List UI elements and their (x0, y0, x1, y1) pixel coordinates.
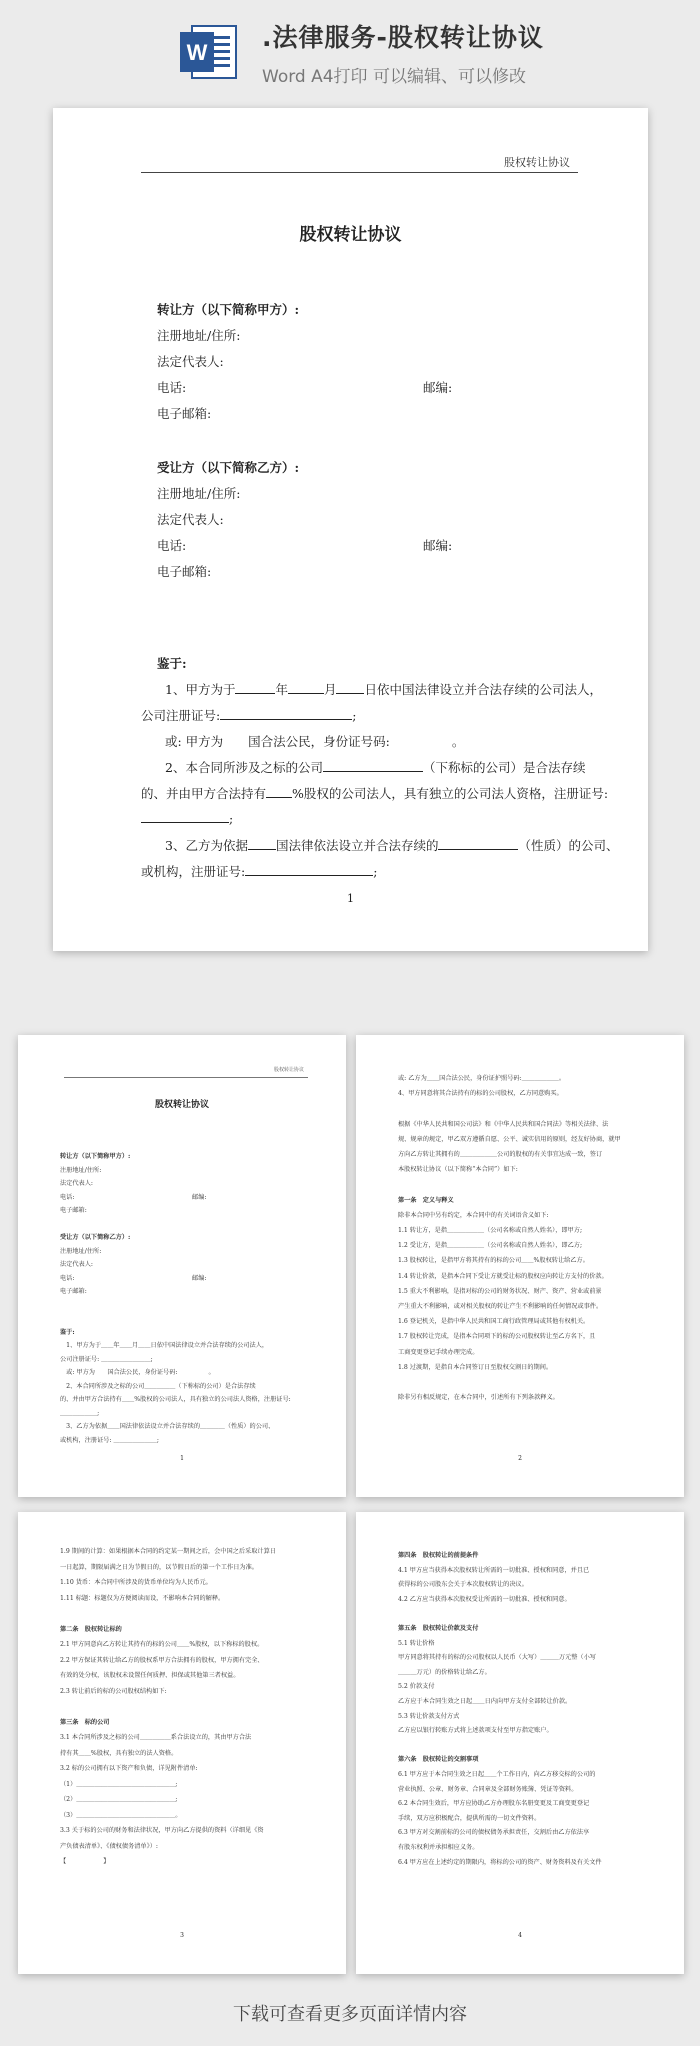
thumbnail-text-line: 2.1 甲方同意向乙方转让其持有的标的公司＿＿%股权，以下称标的股权。 (60, 1641, 264, 1648)
thumbnail-text-line: 4.2 乙方应当获得本次股权受让所需的一切批准、授权和同意。 (398, 1595, 571, 1603)
page-number: 1 (347, 892, 354, 905)
thumbnail-text-line: 电话: 邮编: (60, 1274, 207, 1282)
thumbnail-text-line: 受让方（以下简称乙方）: (60, 1234, 131, 1241)
thumbnail-text-line: 产负债表清单》、《债权债务清单》）: (60, 1842, 158, 1850)
thumbnail-text-line: 4、甲方同意将其合法持有的标的公司股权，乙方同意购买。 (398, 1090, 563, 1098)
thumbnail-text-line: 法定代表人: (60, 1261, 94, 1268)
thumbnail-text-line: 第二条 股权转让标的 (60, 1625, 122, 1633)
thumbnail-text-line: 本股权转让协议（以下简称“本合同”）如下: (398, 1166, 518, 1174)
document-title: 股权转让协议 (299, 225, 402, 245)
thumbnail-text-line: 或: 乙方为＿＿国合法公民，身份证护照号码:＿＿＿＿＿＿。 (398, 1075, 566, 1082)
thumbnail-text-line: 注册地址/住所: (60, 1247, 102, 1255)
thumbnail-text-line: 甲方同意将其持有的标的公司股权以人民币（大写）＿＿＿万元整（小写 (398, 1654, 596, 1662)
thumbnail-text-line: 第四条 股权转让的前提条件 (398, 1552, 479, 1559)
thumbnail-text-line: 根据《中华人民共和国公司法》和《中华人民共和国合同法》等相关法律、法 (398, 1120, 609, 1128)
thumbnail-text-line: 鉴于: (60, 1328, 75, 1336)
thumbnail-text-line: 电子邮箱: (60, 1288, 87, 1295)
thumbnail-text-line: 2.2 甲方保证其转让给乙方的股权系甲方合法拥有的股权，甲方拥有完全、 (60, 1656, 264, 1664)
running-header: 股权转让协议 (141, 152, 578, 173)
header-banner (0, 0, 700, 100)
thumbnail-text-line: 1.10 货币：本合同中所涉及的货币单位均为人民币元。 (60, 1579, 212, 1586)
clause-2-line-1: 2、本合同所涉及之标的公司 （下称标的公司）是合法存续 (165, 760, 586, 775)
thumbnail-text-line: 1.8 过渡期，是指自本合同签订日至股权交割日的期间。 (398, 1363, 553, 1371)
thumbnail-text-line: （3）＿＿＿＿＿＿＿＿＿＿＿＿＿＿＿＿。 (60, 1811, 182, 1819)
thumbnail-text-line: 3.1 本合同所涉及之标的公司＿＿＿＿＿系合法设立的，其由甲方合法 (60, 1734, 252, 1741)
thumbnail-text-line: 除非本合同中另有约定，本合同中的有关词语含义如下: (398, 1211, 549, 1219)
transferor-postcode-label: 邮编: (423, 380, 453, 395)
transferee-postcode-label: 邮编: (423, 538, 453, 553)
document-title: 股权转让协议 (154, 1100, 209, 1110)
thumbnail-text-line: 6.1 甲方应于本合同生效之日起＿＿个工作日内，向乙方移交标的公司的 (398, 1771, 596, 1778)
thumbnail-text-line: ＿＿＿＿＿＿; (60, 1409, 100, 1417)
transferee-phone-label: 电话: (157, 538, 187, 553)
thumbnail-text-line: 或: 甲方为 国合法公民，身份证号码: 。 (60, 1369, 215, 1376)
thumbnail-text-line: 1.1 转让方，是指＿＿＿＿＿＿（公司名称或自然人姓名），即甲方; (398, 1227, 583, 1234)
thumbnail-text-line: 【 】 (60, 1858, 110, 1865)
thumbnail-text-line: 第六条 股权转让的交割事项 (398, 1756, 479, 1764)
thumbnail-text-line: 1.7 股权转让完成，是指本合同项下的标的公司股权转让至乙方名下，且 (398, 1333, 596, 1341)
thumbnail-text-line: 1.3 股权转让，是指甲方将其持有的标的公司＿＿%股权转让给乙方。 (398, 1257, 589, 1265)
thumbnail-text-line: 1.4 转让价款，是指本合同下受让方就受让标的股权应向转让方支付的价款。 (398, 1272, 608, 1280)
page-number: 2 (518, 1455, 522, 1462)
page-number: 3 (180, 1932, 184, 1939)
transferor-address-label: 注册地址/住所: (157, 328, 241, 343)
thumbnail-text-line: 2.3 转让前后的标的公司股权结构如下: (60, 1687, 167, 1695)
thumbnail-text-line: 除非另有相反规定，在本合同中，引述所有下列条款释义。 (398, 1394, 559, 1402)
word-document-icon (178, 22, 238, 82)
thumbnail-text-line: 4.1 甲方应当获得本次股权转让所需的一切批准、授权和同意，并且已 (398, 1566, 590, 1574)
thumbnail-text-line: 2、本合同所涉及之标的公司＿＿＿＿＿（下称标的公司）是合法存续 (60, 1382, 256, 1390)
page-number: 4 (518, 1932, 522, 1939)
thumbnail-text-line: 3、乙方为依据＿＿国法律依法设立并合法存续的＿＿＿＿（性质）的公司、 (60, 1423, 275, 1430)
clause-1-line-2: 公司注册证号: ; (141, 708, 357, 723)
thumbnail-text-line: 第一条 定义与释义 (398, 1196, 454, 1204)
clause-3-line-1: 3、乙方为依据 国法律依法设立并合法存续的 （性质）的公司、 (165, 838, 619, 853)
thumbnail-text-line: 第五条 股权转让价款及支付 (398, 1625, 479, 1632)
thumbnail-text-line: 5.1 转让价格 (398, 1639, 435, 1647)
thumbnail-text-line: （2）＿＿＿＿＿＿＿＿＿＿＿＿＿＿＿＿; (60, 1796, 178, 1803)
thumbnail-text-line: 或机构，注册证号: ＿＿＿＿＿＿＿; (60, 1436, 159, 1444)
transferor-phone-label: 电话: (157, 380, 187, 395)
transferee-heading: 受让方（以下简称乙方）: (157, 460, 300, 475)
thumbnail-text-line: 工商变更登记手续办理完成。 (398, 1348, 479, 1356)
thumbnail-text-line: 产生重大不利影响，或对相关股权的转让产生不利影响的任何情况或事件。 (398, 1303, 603, 1310)
transferor-email-label: 电子邮箱: (157, 406, 212, 421)
thumbnail-text-line: 有股东权利并承担相应义务。 (398, 1844, 479, 1851)
thumbnail-text-line: （1）＿＿＿＿＿＿＿＿＿＿＿＿＿＿＿＿; (60, 1780, 178, 1788)
thumbnail-text-line: 有效的处分权，该股权未设置任何质押、担保或其他第三者权益。 (60, 1672, 240, 1679)
thumbnail-text-line: 方向乙方转让其拥有的＿＿＿＿＿＿公司的股权的有关事宜达成一致，签订 (398, 1151, 603, 1158)
whereas-heading: 鉴于: (157, 656, 187, 671)
page-number: 1 (180, 1455, 184, 1462)
thumbnail-page-3[interactable] (18, 1512, 346, 1974)
thumbnail-text-line: 1.9 期间的计算：如果根据本合同的约定某一期间之后，会中国之后采取计算日 (60, 1548, 276, 1555)
thumbnail-text-line: 规、规章的规定，甲乙双方遵循自愿、公平、诚实信用的原则，经友好协商，就甲 (398, 1135, 621, 1143)
thumbnail-page-4[interactable] (356, 1512, 684, 1974)
thumbnail-text-line: 转让方（以下简称甲方）: (60, 1153, 131, 1160)
thumbnail-text-line: 5.2 价款支付 (398, 1683, 435, 1691)
transferor-heading: 转让方（以下简称甲方）: (157, 302, 300, 317)
thumbnail-page-1[interactable] (18, 1035, 346, 1497)
thumbnail-text-line: 6.2 本合同生效后，甲方应协助乙方办理股东名册变更及工商变更登记 (398, 1800, 590, 1808)
thumbnail-page-2[interactable] (356, 1035, 684, 1497)
thumbnail-text-line: 1.6 登记机关，是指中华人民共和国工商行政管理局或其他有权机关。 (398, 1318, 590, 1326)
transferee-address-label: 注册地址/住所: (157, 486, 241, 501)
transferor-rep-label: 法定代表人: (157, 354, 224, 369)
thumbnail-text-line: 3.3 关于标的公司的财务和法律状况，甲方向乙方提供的资料（详细见《资 (60, 1827, 264, 1834)
thumbnail-text-line: 5.3 转让价款支付方式 (398, 1712, 460, 1720)
thumbnail-text-line: 1.5 重大不利影响，是指对标的公司的财务状况、财产、资产、营业或前景 (398, 1287, 602, 1295)
main-page-preview (53, 108, 648, 951)
thumbnail-text-line: 的、并由甲方合法持有＿＿%股权的公司法人，具有独立的公司法人资格，注册证号: (60, 1396, 291, 1403)
clause-3-line-2: 或机构，注册证号: ; (141, 864, 378, 879)
thumbnail-text-line: 6.3 甲方对交割前标的公司的债权债务承担责任，交割后由乙方依法享 (398, 1829, 590, 1837)
clause-2-line-3: ; (141, 810, 233, 826)
footer-more-pages-text[interactable]: 下载可查看更多页面详情内容 (233, 2004, 467, 2025)
thumbnail-text-line: 1、甲方为于＿＿年＿＿月＿＿日依中国法律设立并合法存续的公司法人， (60, 1342, 269, 1349)
running-header: 股权转让协议 (64, 1067, 308, 1078)
thumbnail-text-line: 手续，双方应积极配合，提供所需的一切文件资料。 (398, 1814, 541, 1822)
thumbnail-text-line: ＿＿＿万元）的价格转让给乙方。 (398, 1668, 491, 1676)
thumbnail-text-line: 乙方应以银行转账方式将上述款项支付至甲方指定账户。 (398, 1727, 553, 1735)
svg-text:W: W (186, 40, 208, 65)
page-subtitle: Word A4打印 可以编辑、可以修改 (262, 67, 526, 87)
thumbnail-text-line: 1.2 受让方，是指＿＿＿＿＿＿（公司名称或自然人姓名），即乙方; (398, 1242, 583, 1250)
clause-1-line-3: 或: 甲方为 国合法公民，身份证号码: 。 (165, 734, 465, 749)
thumbnail-text-line: 法定代表人: (60, 1180, 94, 1187)
transferee-email-label: 电子邮箱: (157, 564, 212, 579)
thumbnail-text-line: 第三条 标的公司 (60, 1718, 110, 1726)
thumbnail-text-line: 3.2 标的公司拥有以下资产和负债，详见附件清单: (60, 1765, 198, 1772)
thumbnail-text-line: 一日起算，期限届满之日为节假日的，以节假日后的第一个工作日为准。 (60, 1563, 258, 1571)
thumbnail-text-line: 公司注册证号: ＿＿＿＿＿＿＿＿; (60, 1355, 153, 1363)
page-title: .法律服务-股权转让协议 (262, 23, 544, 52)
thumbnail-text-line: 电话: 邮编: (60, 1193, 207, 1201)
thumbnail-text-line: 营业执照、公章、财务章、合同章及全部财务账簿、凭证等资料。 (398, 1785, 578, 1793)
thumbnail-text-line: 注册地址/住所: (60, 1166, 102, 1174)
clause-1-line-1: 1、甲方为于 年 月 日依中国法律设立并合法存续的公司法人， (165, 682, 602, 697)
thumbnail-text-line: 乙方应于本合同生效之日起＿＿日内向甲方支付全部转让价款。 (398, 1698, 572, 1705)
thumbnail-text-line: 1.11 标题：标题仅为方便阅读而设，不影响本合同的解释。 (60, 1594, 225, 1602)
thumbnail-text-line: 获得标的公司股东会关于本次股权转让的决议。 (398, 1581, 528, 1589)
clause-2-line-2: 的、并由甲方合法持有 %股权的公司法人，具有独立的公司法人资格，注册证号: (141, 786, 609, 801)
transferee-rep-label: 法定代表人: (157, 512, 224, 527)
thumbnail-text-line: 电子邮箱: (60, 1207, 87, 1214)
thumbnail-text-line: 持有其＿＿%股权，具有独立的法人资格。 (60, 1749, 178, 1757)
thumbnail-text-line: 6.4 甲方应在上述约定的期限内，将标的公司的资产、财务资料及有关文件 (398, 1858, 602, 1866)
